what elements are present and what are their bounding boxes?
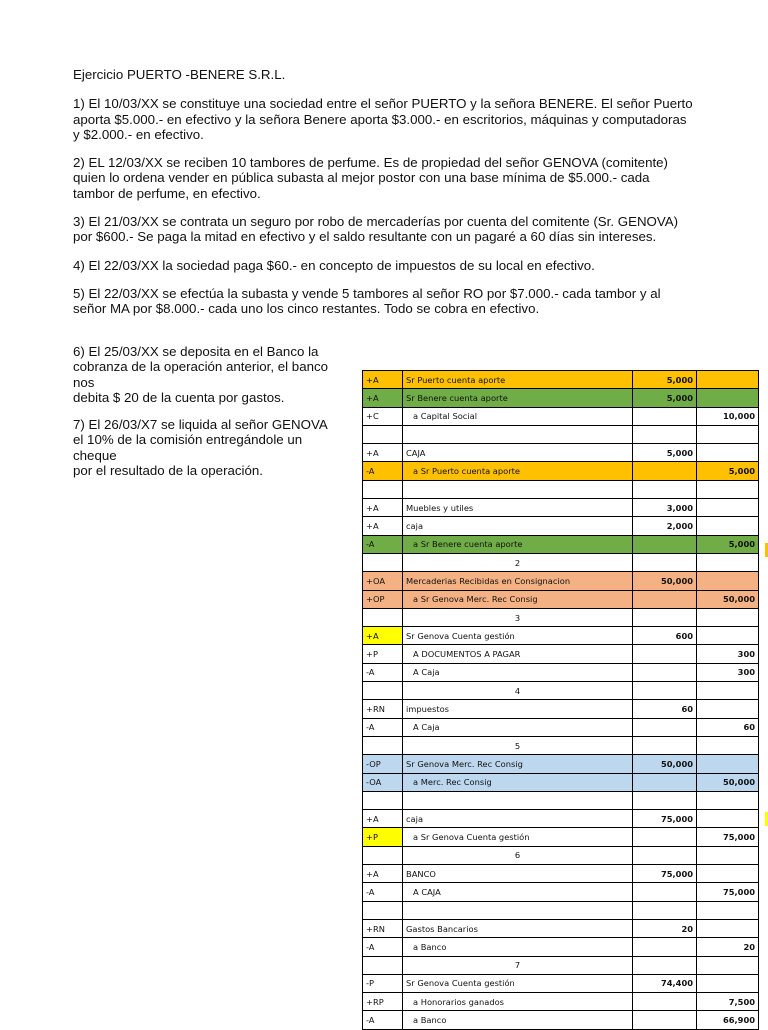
ledger-account-type: -P	[363, 974, 403, 992]
paragraph-6-line: cobranza de la operación anterior, el banco	[73, 359, 329, 375]
ledger-credit: 300	[697, 645, 759, 663]
paragraph-6-line: 6) El 25/03/XX se deposita en el Banco la	[73, 344, 319, 359]
ledger-account-name: Sr Puerto cuenta aporte	[403, 371, 633, 389]
ledger-debit	[633, 883, 697, 901]
ledger-debit: 2,000	[633, 517, 697, 535]
paragraph-4: 4) El 22/03/XX la sociedad paga $60.- en concepto de impuestos de su local en efectivo.	[73, 257, 595, 273]
ledger-account-name: Sr Genova Cuenta gestión	[403, 974, 633, 992]
ledger-account-name: A CAJA	[403, 883, 633, 901]
ledger-row	[363, 791, 759, 809]
ledger-account-name: a Banco	[403, 938, 633, 956]
ledger-credit	[697, 810, 759, 828]
ledger-account-type	[363, 956, 403, 974]
ledger-debit	[633, 791, 697, 809]
ledger-debit	[633, 407, 697, 425]
ledger-account-type: -A	[363, 462, 403, 480]
ledger-row	[363, 974, 759, 992]
ledger-credit	[697, 371, 759, 389]
ledger-account-name	[403, 480, 633, 498]
ledger-credit: 5,000	[697, 535, 759, 553]
ledger-row	[363, 553, 759, 571]
ledger-credit	[697, 791, 759, 809]
paragraph-1: 1) El 10/03/XX se constituye una sociedad entre el señor PUERTO y la señora BENERE. El señor Puerto aporta $5.000.- en efectivo y la señora Benere aporta $3.000.- en escritorios, máquinas y computadoras y $2.000.- en efectivo.	[73, 96, 693, 142]
ledger-account-type: +A	[363, 810, 403, 828]
ledger-row	[363, 663, 759, 681]
ledger-row	[363, 572, 759, 590]
ledger-account-name: 2	[403, 553, 633, 571]
ledger-account-name: Sr Genova Merc. Rec Consig	[403, 755, 633, 773]
ledger-debit	[633, 608, 697, 626]
ledger-account-type	[363, 682, 403, 700]
ledger-row	[363, 444, 759, 462]
exercise-title: Ejercicio PUERTO -BENERE S.R.L.	[73, 67, 286, 82]
ledger-account-name: 5	[403, 736, 633, 754]
ledger-credit	[697, 901, 759, 919]
ledger-row	[363, 1011, 759, 1029]
ledger-account-type: +C	[363, 407, 403, 425]
ledger-row	[363, 810, 759, 828]
ledger-debit: 50,000	[633, 755, 697, 773]
ledger-row	[363, 993, 759, 1011]
ledger-credit	[697, 956, 759, 974]
ledger-row	[363, 608, 759, 626]
ledger-row	[363, 938, 759, 956]
ledger-account-type: +RN	[363, 919, 403, 937]
ledger-body	[363, 371, 759, 1030]
ledger-row	[363, 773, 759, 791]
ledger-credit	[697, 627, 759, 645]
journal-ledger-table	[362, 370, 759, 1030]
ledger-row	[363, 956, 759, 974]
paragraph-6-line: nos	[73, 374, 95, 390]
ledger-debit	[633, 535, 697, 553]
ledger-debit: 20	[633, 919, 697, 937]
ledger-debit	[633, 846, 697, 864]
ledger-debit	[633, 718, 697, 736]
ledger-debit	[633, 773, 697, 791]
ledger-credit: 7,500	[697, 993, 759, 1011]
ledger-debit	[633, 956, 697, 974]
ledger-row	[363, 919, 759, 937]
ledger-account-type: +A	[363, 517, 403, 535]
ledger-account-type: +RP	[363, 993, 403, 1011]
ledger-debit	[633, 938, 697, 956]
ledger-account-type: +A	[363, 444, 403, 462]
ledger-debit	[633, 480, 697, 498]
ledger-account-name	[403, 901, 633, 919]
ledger-credit: 5,000	[697, 462, 759, 480]
ledger-credit	[697, 736, 759, 754]
ledger-account-name: a Honorarios ganados	[403, 993, 633, 1011]
ledger-row	[363, 901, 759, 919]
ledger-debit: 74,400	[633, 974, 697, 992]
paragraph-6	[73, 344, 363, 405]
exercise-statement	[73, 67, 693, 330]
ledger-account-type: -A	[363, 938, 403, 956]
ledger-account-name: a Sr Puerto cuenta aporte	[403, 462, 633, 480]
ledger-credit	[697, 517, 759, 535]
ledger-account-type: +OA	[363, 572, 403, 590]
ledger-credit	[697, 499, 759, 517]
paragraph-7-line: cheque	[73, 447, 117, 463]
ledger-credit: 20	[697, 938, 759, 956]
ledger-debit	[633, 645, 697, 663]
ledger-debit	[633, 462, 697, 480]
ledger-account-type	[363, 480, 403, 498]
ledger-account-name: 7	[403, 956, 633, 974]
ledger-account-name: CAJA	[403, 444, 633, 462]
ledger-account-type: +P	[363, 645, 403, 663]
ledger-credit	[697, 974, 759, 992]
ledger-debit: 5,000	[633, 444, 697, 462]
ledger-credit: 300	[697, 663, 759, 681]
ledger-account-type: +OP	[363, 590, 403, 608]
ledger-row	[363, 371, 759, 389]
ledger-account-type: +A	[363, 389, 403, 407]
ledger-account-name: A Caja	[403, 718, 633, 736]
ledger-account-type	[363, 846, 403, 864]
ledger-account-type: +A	[363, 627, 403, 645]
paragraph-6-line: debita $ 20 de la cuenta por gastos.	[73, 389, 285, 405]
ledger-account-type	[363, 901, 403, 919]
ledger-row	[363, 480, 759, 498]
ledger-account-type: +P	[363, 828, 403, 846]
ledger-debit: 3,000	[633, 499, 697, 517]
ledger-credit: 60	[697, 718, 759, 736]
paragraph-5: 5) El 22/03/XX se efectúa la subasta y vende 5 tambores al señor RO por $7.000.- cada tambor y al señor MA por $8.000.- cada uno los cinco restantes. Todo se cobra en efectivo.	[73, 285, 661, 317]
ledger-account-type	[363, 736, 403, 754]
ledger-account-type: -A	[363, 535, 403, 553]
ledger-credit	[697, 480, 759, 498]
ledger-debit: 600	[633, 627, 697, 645]
ledger-account-type	[363, 608, 403, 626]
ledger-account-name: a Banco	[403, 1011, 633, 1029]
ledger-account-name: Sr Genova Cuenta gestión	[403, 627, 633, 645]
ledger-debit	[633, 682, 697, 700]
ledger-row	[363, 883, 759, 901]
ledger-row	[363, 425, 759, 443]
ledger-credit	[697, 700, 759, 718]
ledger-row	[363, 407, 759, 425]
ledger-account-name: BANCO	[403, 865, 633, 883]
ledger-credit	[697, 572, 759, 590]
ledger-row	[363, 590, 759, 608]
ledger-credit: 50,000	[697, 773, 759, 791]
ledger-row	[363, 645, 759, 663]
ledger-debit	[633, 736, 697, 754]
ledger-debit: 75,000	[633, 810, 697, 828]
ledger-account-name: Mercaderias Recibidas en Consignacion	[403, 572, 633, 590]
ledger-account-name: a Capital Social	[403, 407, 633, 425]
ledger-credit: 66,900	[697, 1011, 759, 1029]
ledger-row	[363, 718, 759, 736]
ledger-account-type: -OP	[363, 755, 403, 773]
ledger-account-type	[363, 425, 403, 443]
ledger-debit: 50,000	[633, 572, 697, 590]
ledger-account-name: 3	[403, 608, 633, 626]
ledger-account-type: +A	[363, 865, 403, 883]
ledger-account-name: a Merc. Rec Consig	[403, 773, 633, 791]
ledger-account-name: A DOCUMENTOS A PAGAR	[403, 645, 633, 663]
ledger-row	[363, 736, 759, 754]
ledger-debit	[633, 553, 697, 571]
ledger-account-type: -A	[363, 663, 403, 681]
ledger-account-name: Gastos Bancarios	[403, 919, 633, 937]
exercise-statement-narrow	[73, 344, 363, 490]
ledger-row	[363, 755, 759, 773]
ledger-debit: 75,000	[633, 865, 697, 883]
ledger-account-name: A Caja	[403, 663, 633, 681]
ledger-credit	[697, 755, 759, 773]
ledger-credit	[697, 919, 759, 937]
ledger-credit: 10,000	[697, 407, 759, 425]
ledger-debit: 5,000	[633, 371, 697, 389]
ledger-row	[363, 846, 759, 864]
ledger-credit: 75,000	[697, 828, 759, 846]
ledger-credit	[697, 682, 759, 700]
ledger-row	[363, 535, 759, 553]
ledger-row	[363, 499, 759, 517]
ledger-account-type	[363, 791, 403, 809]
ledger-account-type: +A	[363, 499, 403, 517]
ledger-account-name: a Sr Genova Merc. Rec Consig	[403, 590, 633, 608]
paragraph-3: 3) El 21/03/XX se contrata un seguro por robo de mercaderías por cuenta del comitente (Sr. GENOVA) por $600.- Se paga la mitad en efectivo y el saldo resultante con un pagaré a 60 días sin intereses.	[73, 214, 679, 245]
ledger-account-type: -A	[363, 883, 403, 901]
paragraph-7-line: 7) El 26/03/X7 se liquida al señor GENOVA	[73, 417, 328, 433]
ledger-debit	[633, 425, 697, 443]
paragraph-7-line: el 10% de la comisión entregándole un	[73, 432, 303, 448]
paragraph-7	[73, 417, 363, 478]
ledger-credit	[697, 389, 759, 407]
ledger-credit	[697, 425, 759, 443]
ledger-account-name: 6	[403, 846, 633, 864]
ledger-debit	[633, 828, 697, 846]
ledger-account-type	[363, 553, 403, 571]
ledger-credit	[697, 444, 759, 462]
ledger-row	[363, 389, 759, 407]
ledger-debit: 5,000	[633, 389, 697, 407]
ledger-credit	[697, 865, 759, 883]
ledger-debit	[633, 901, 697, 919]
ledger-row	[363, 462, 759, 480]
ledger-debit	[633, 590, 697, 608]
ledger-row	[363, 627, 759, 645]
ledger-credit: 75,000	[697, 883, 759, 901]
paragraph-7-line: por el resultado de la operación.	[73, 463, 263, 479]
ledger-account-name: a Sr Genova Cuenta gestión	[403, 828, 633, 846]
ledger-row	[363, 865, 759, 883]
ledger-debit: 60	[633, 700, 697, 718]
ledger-account-name: 4	[403, 682, 633, 700]
ledger-account-type: -OA	[363, 773, 403, 791]
ledger-account-name: a Sr Benere cuenta aporte	[403, 535, 633, 553]
ledger-account-name	[403, 791, 633, 809]
ledger-row	[363, 517, 759, 535]
ledger-debit	[633, 1011, 697, 1029]
ledger-row	[363, 828, 759, 846]
ledger-debit	[633, 663, 697, 681]
ledger-row	[363, 700, 759, 718]
ledger-account-name: Sr Benere cuenta aporte	[403, 389, 633, 407]
paragraph-2: 2) EL 12/03/XX se reciben 10 tambores de perfume. Es de propiedad del señor GENOVA (comitente) quien lo ordena vender en pública subasta al mejor postor con una base mínima de $5.000.- cada tambor de perfume, en efectivo.	[73, 155, 668, 201]
ledger-account-name: impuestos	[403, 700, 633, 718]
ledger-credit	[697, 553, 759, 571]
ledger-account-name: caja	[403, 517, 633, 535]
ledger-credit: 50,000	[697, 590, 759, 608]
ledger-credit	[697, 608, 759, 626]
ledger-account-name	[403, 425, 633, 443]
ledger-account-type: +RN	[363, 700, 403, 718]
ledger-account-name: caja	[403, 810, 633, 828]
ledger-account-type: -A	[363, 718, 403, 736]
ledger-credit	[697, 846, 759, 864]
ledger-row	[363, 682, 759, 700]
ledger-account-name: Muebles y utiles	[403, 499, 633, 517]
ledger-account-type: +A	[363, 371, 403, 389]
ledger-debit	[633, 993, 697, 1011]
ledger-account-type: -A	[363, 1011, 403, 1029]
